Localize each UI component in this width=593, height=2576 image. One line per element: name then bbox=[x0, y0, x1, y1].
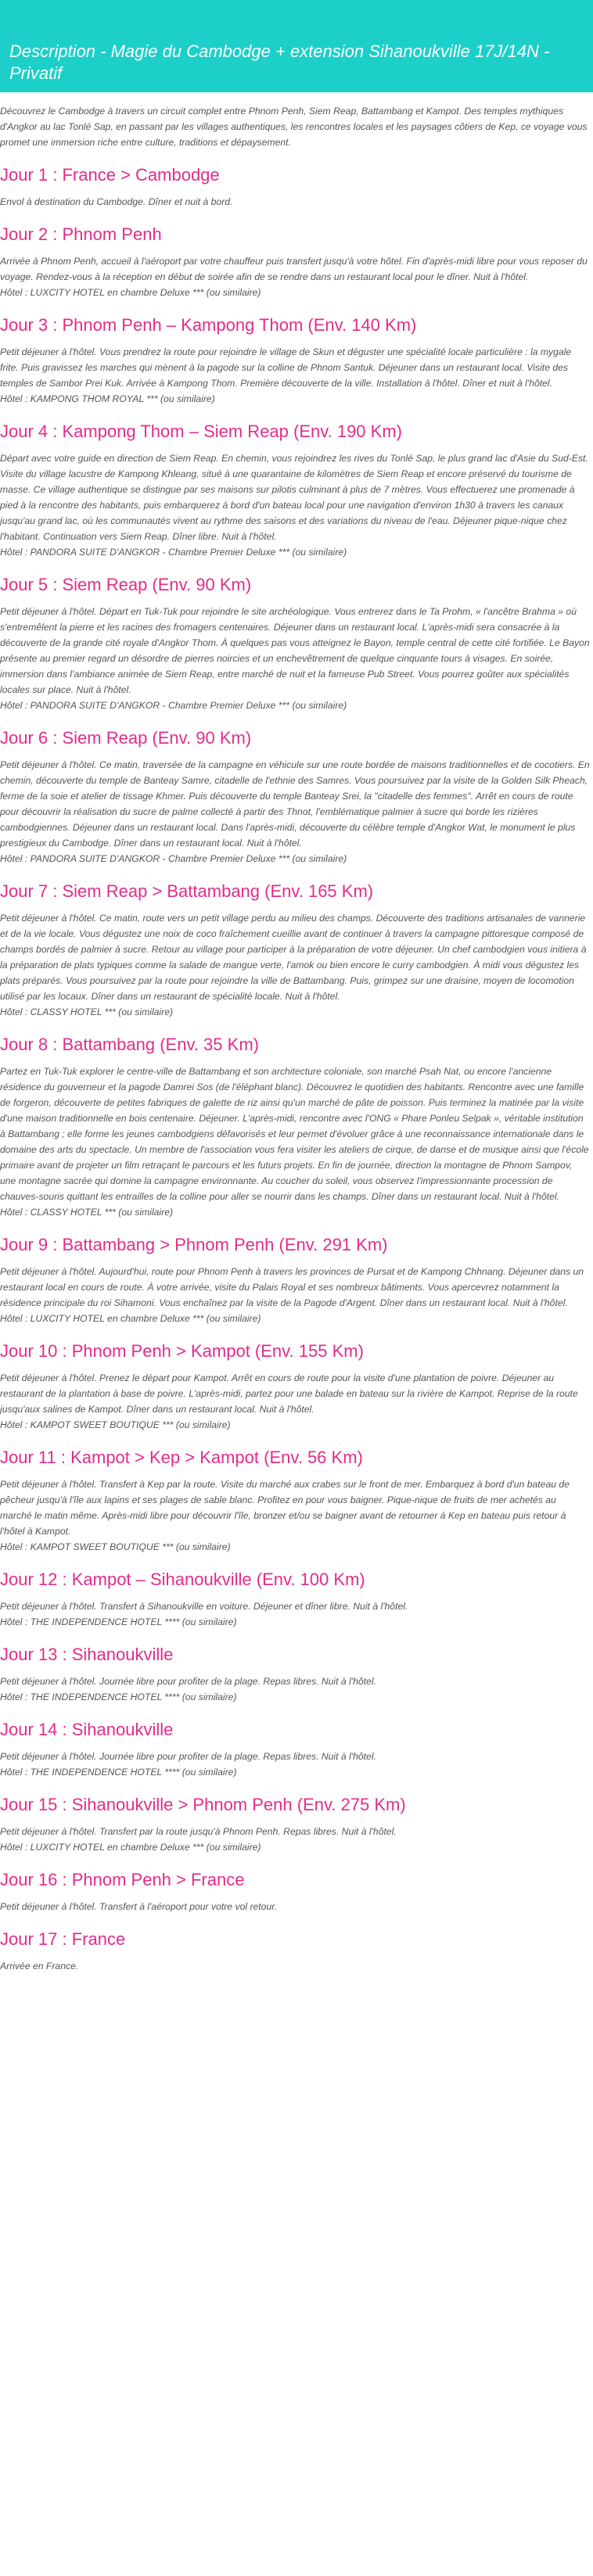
day-hotel: Hôtel : THE INDEPENDENCE HOTEL **** (ou similaire) bbox=[0, 1692, 237, 1702]
day-description: Petit déjeuner à l'hôtel. Prenez le départ pour Kampot. Arrêt en cours de route pour la visite d'une plantation de poivre. Déjeuner au restaurant de la plantation à base de poivre. L'après-midi, partez pour une balade en bateau sur la rivière de Kampot. Reprise de la route jusqu'aux salines de Kampot. Dîner dans un restaurant local. Nuit à l'hôtel. bbox=[0, 1372, 578, 1415]
day-title: Jour 6 : Siem Reap (Env. 90 Km) bbox=[0, 728, 252, 748]
day-section-17 bbox=[0, 1928, 593, 1974]
day-hotel: Hôtel : KAMPONG THOM ROYAL *** (ou similaire) bbox=[0, 393, 215, 404]
day-description: Petit déjeuner à l'hôtel. Transfert à l'aéroport pour votre vol retour. bbox=[0, 1901, 278, 1912]
day-hotel: Hôtel : LUXCITY HOTEL en chambre Deluxe *** (ou similaire) bbox=[0, 1842, 261, 1853]
day-section-6 bbox=[0, 727, 593, 866]
day-section-9 bbox=[0, 1234, 593, 1326]
day-title: Jour 3 : Phnom Penh – Kampong Thom (Env. 140 Km) bbox=[0, 315, 417, 335]
day-description: Petit déjeuner à l'hôtel. Ce matin, route vers un petit village perdu au milieu des champs. Découverte des traditions artisanales de vannerie et de la vie locale. Vous dégustez une noix de coco fraîchement cueillie avant de continuer à travers la campagne pittoresque composé de champs bordés de palmier à sucre. Retour au village pour participer à la préparation de votre déjeuner. Un chef cambodgien vous initiera à la préparation de plats typiques comme la salade de mangue verte, l'amok ou bien encore le curry cambodgien. À midi vous dégustez les plats préparés. Vous poursuivez par la route pour rejoindre la ville de Battambang. Puis, grimpez sur une draisine, moyen de locomotion utilisé par les locaux. Dîner dans un restaurant de spécialité locale. Nuit à l'hôtel. bbox=[0, 913, 587, 1002]
day-section-2 bbox=[0, 224, 593, 300]
day-title: Jour 16 : Phnom Penh > France bbox=[0, 1870, 245, 1889]
day-description: Envol à destination du Cambodge. Dîner et nuit à bord. bbox=[0, 196, 233, 207]
day-hotel: Hôtel : THE INDEPENDENCE HOTEL **** (ou similaire) bbox=[0, 1767, 237, 1778]
itinerary-days bbox=[0, 164, 593, 1974]
day-description: Petit déjeuner à l'hôtel. Transfert par la route jusqu'à Phnom Penh. Repas libres. Nuit à l'hôtel. bbox=[0, 1826, 397, 1837]
day-section-4 bbox=[0, 421, 593, 560]
day-title: Jour 15 : Sihanoukville > Phnom Penh (Env. 275 Km) bbox=[0, 1795, 406, 1814]
day-hotel: Hôtel : KAMPOT SWEET BOUTIQUE *** (ou similaire) bbox=[0, 1419, 231, 1430]
day-title: Jour 11 : Kampot > Kep > Kampot (Env. 56 Km) bbox=[0, 1448, 363, 1467]
day-description: Petit déjeuner à l'hôtel. Départ en Tuk-Tuk pour rejoindre le site archéologique. Vous entrerez dans le Ta Prohm, « l'ancêtre Brahma » où s'entremêlent la pierre et les racines des fromagers centenaires. Déjeuner dans un restaurant local. L'après-midi sera consacrée à la découverte de la grande cité royale d'Angkor Thom. À quelques pas vous atteignez le Bayon, temple central de cette cité fortifiée. Le Bayon présente au premier regard un désordre de pierres noircies et un enchevêtrement de quelque cinquante tours à visages. En soirée, immersion dans l'ambiance animée de Siem Reap, entre marché de nuit et la fameuse Pub Street. Vous pourrez goûter aux spécialités locales sur place. Nuit à l'hôtel. bbox=[0, 606, 590, 695]
day-hotel: Hôtel : CLASSY HOTEL *** (ou similaire) bbox=[0, 1006, 174, 1017]
day-description: Départ avec votre guide en direction de Siem Reap. En chemin, vous rejoindrez les rives du Tonlé Sap, le plus grand lac d'Asie du Sud-Est. Visite du village lacustre de Kampong Khleang, situé à une quarantaine de kilomètres de Siem Reap et encore préservé du tourisme de masse. Ce village authentique se distingue par ses maisons sur pilotis culminant à plus de 7 mètres. Vous effectuerez une promenade à pied à la rencontre des habitants, puis embarquerez à bord d'un bateau local pour une navigation d'environ 1h30 à travers les canaux jusqu'au grand lac, où les communautés vivent au rythme des saisons et des variations du niveau de l'eau. Déjeuner pique-nique chez l'habitant. Continuation vers Siem Reap. Dîner libre. Nuit à l'hôtel. bbox=[0, 453, 588, 542]
day-title: Jour 12 : Kampot – Sihanoukville (Env. 100 Km) bbox=[0, 1570, 365, 1589]
day-description: Petit déjeuner à l'hôtel. Transfert à Sihanoukville en voiture. Déjeuner et dîner libre. Nuit à l'hôtel. bbox=[0, 1601, 408, 1612]
day-description: Petit déjeuner à l'hôtel. Journée libre pour profiter de la plage. Repas libres. Nuit à l'hôtel. bbox=[0, 1751, 376, 1762]
day-hotel: Hôtel : LUXCITY HOTEL en chambre Deluxe *** (ou similaire) bbox=[0, 287, 261, 298]
day-title: Jour 13 : Sihanoukville bbox=[0, 1645, 174, 1664]
day-hotel: Hôtel : PANDORA SUITE D'ANGKOR - Chambre Premier Deluxe *** (ou similaire) bbox=[0, 700, 347, 711]
day-title: Jour 14 : Sihanoukville bbox=[0, 1720, 174, 1739]
day-hotel: Hôtel : CLASSY HOTEL *** (ou similaire) bbox=[0, 1207, 174, 1218]
day-section-8 bbox=[0, 1034, 593, 1220]
day-hotel: Hôtel : PANDORA SUITE D'ANGKOR - Chambre Premier Deluxe *** (ou similaire) bbox=[0, 547, 347, 558]
day-title: Jour 2 : Phnom Penh bbox=[0, 224, 162, 244]
day-title: Jour 17 : France bbox=[0, 1929, 126, 1949]
day-title: Jour 8 : Battambang (Env. 35 Km) bbox=[0, 1035, 259, 1054]
day-title: Jour 1 : France > Cambodge bbox=[0, 165, 220, 185]
day-title: Jour 10 : Phnom Penh > Kampot (Env. 155 Km) bbox=[0, 1341, 364, 1361]
day-title: Jour 7 : Siem Reap > Battambang (Env. 165 Km) bbox=[0, 881, 374, 901]
page-title: Description - Magie du Cambodge + extension Sihanoukville 17J/14N - Privatif bbox=[0, 0, 593, 92]
day-hotel: Hôtel : KAMPOT SWEET BOUTIQUE *** (ou similaire) bbox=[0, 1541, 231, 1552]
day-description: Arrivée à Phnom Penh, accueil à l'aéroport par votre chauffeur puis transfert jusqu'à votre hôtel. Fin d'après-midi libre pour vous reposer du voyage. Rendez-vous à la réception en début de soirée afin de se rendre dans un restaurant local pour le dîner. Nuit à l'hôtel. bbox=[0, 256, 588, 282]
day-description: Petit déjeuner à l'hôtel. Journée libre pour profiter de la plage. Repas libres. Nuit à l'hôtel. bbox=[0, 1676, 376, 1687]
day-section-3 bbox=[0, 314, 593, 407]
day-description: Petit déjeuner à l'hôtel. Ce matin, traversée de la campagne en véhicule sur une route bordée de maisons traditionnelles et de cocotiers. En chemin, découverte du temple de Banteay Samre, citadelle de l'ethnie des Samres. Vous poursuivez par la visite de la Golden Silk Pheach, ferme de la soie et atelier de tissage Khmer. Puis découverte du temple Banteay Srei, la "citadelle des femmes". Arrêt en cours de route pour découvrir la réalisation du sucre de palme collecté à partir des Thnot, l'emblématique palmier à sucre qui borde les rizières cambodgiennes. Déjeuner dans un restaurant local. Dans l'après-midi, découverte du célèbre temple d'Angkor Wat, le monument le plus prestigieux du Cambodge. Dîner dans un restaurant local. Nuit à l'hôtel. bbox=[0, 759, 590, 849]
day-hotel: Hôtel : PANDORA SUITE D'ANGKOR - Chambre Premier Deluxe *** (ou similaire) bbox=[0, 853, 347, 864]
day-description: Petit déjeuner à l'hôtel. Transfert à Kep par la route. Visite du marché aux crabes sur le front de mer. Embarquez à bord d'un bateau de pêcheur jusqu'à l'île aux lapins et ses plages de sable blanc. Profitez en pour vous baigner. Pique-nique de fruits de mer achetés au marché le matin même. Après-midi libre pour découvrir l'île, bronzer et/ou se baigner avant de retourner à Kep en bateau puis retour à l'hôtel à Kampot. bbox=[0, 1479, 570, 1537]
day-section-1 bbox=[0, 164, 593, 210]
day-section-14 bbox=[0, 1719, 593, 1780]
day-hotel: Hôtel : LUXCITY HOTEL en chambre Deluxe *** (ou similaire) bbox=[0, 1313, 261, 1324]
day-hotel: Hôtel : THE INDEPENDENCE HOTEL **** (ou similaire) bbox=[0, 1616, 237, 1627]
day-section-7 bbox=[0, 881, 593, 1020]
day-description: Partez en Tuk-Tuk explorer le centre-ville de Battambang et son architecture coloniale, son marché Psah Nat, ou encore l'ancienne résidence du gouverneur et la pagode Damrei Sos (de l'éléphant blanc). Découvrez le quotidien des habitants. Rencontre avec une famille de forgeron, découverte de petites fabriques de galette de riz ainsi qu'un marché de pâte de poisson. Puis terminez la matinée par la visite d'une maison traditionnelle en bois centenaire. Déjeuner. L'après-midi, rencontre avec l'ONG « Phare Ponleu Selpak », véritable institution à Battambang ; elle forme les jeunes cambodgiens défavorisés et leur permet d'évoluer grâce à une reconnaissance internationale dans le domaine des arts du spectacle. Un membre de l'association vous fera visiter les ateliers de cirque, de danse et de musique ainsi que l'école primaire avant de projeter un film retraçant le parcours et les futurs projets. En fin de journée, direction la montagne de Phnom Sampov, une montagne sacrée qui domine la campagne environnante. Au coucher du soleil, vous observez l'impressionnante procession de chauves-souris quittant les entrailles de la colline pour aller se nourrir dans les champs. Dîner dans un restaurant local. Nuit à l'hôtel. bbox=[0, 1066, 589, 1202]
intro-paragraph: Découvrez le Cambodge à travers un circuit complet entre Phnom Penh, Siem Reap, Battambang et Kampot. Des temples mythiques d'Angkor au lac Tonlé Sap, en passant par les villages authentiques, les rencontres locales et les paysages côtiers de Kep, ce voyage vous promet une immersion riche entre culture, traditions et dépaysement. bbox=[0, 106, 588, 148]
day-description: Petit déjeuner à l'hôtel. Vous prendrez la route pour rejoindre le village de Skun et déguster une spécialité locale particulière : la mygale frite. Puis gravissez les marches qui mènent à la pagode sur la colline de Phnom Santuk. Déjeuner dans un restaurant local. Visite des temples de Sambor Prei Kuk. Arrivée à Kampong Thom. Première découverte de la ville. Installation à l'hôtel. Dîner et nuit à l'hôtel. bbox=[0, 346, 572, 389]
day-description: Arrivée en France. bbox=[0, 1961, 79, 1971]
day-title: Jour 9 : Battambang > Phnom Penh (Env. 291 Km) bbox=[0, 1235, 388, 1254]
day-section-15 bbox=[0, 1794, 593, 1855]
day-section-10 bbox=[0, 1340, 593, 1433]
day-section-5 bbox=[0, 574, 593, 713]
day-section-13 bbox=[0, 1644, 593, 1705]
day-title: Jour 5 : Siem Reap (Env. 90 Km) bbox=[0, 575, 252, 594]
day-description: Petit déjeuner à l'hôtel. Aujourd'hui, route pour Phnom Penh à travers les provinces de Pursat et de Kampong Chhnang. Déjeuner dans un restaurant local en cours de route. À votre arrivée, visite du Palais Royal et ses nombreux bâtiments. Vous apercevrez notamment la résidence principale du roi Sihamoni. Vous enchaînez par la visite de la Pagode d'Argent. Dîner dans un restaurant local. Nuit à l'hôtel. bbox=[0, 1266, 584, 1308]
day-section-12 bbox=[0, 1569, 593, 1630]
day-section-11 bbox=[0, 1447, 593, 1555]
day-section-16 bbox=[0, 1869, 593, 1914]
day-title: Jour 4 : Kampong Thom – Siem Reap (Env. 190 Km) bbox=[0, 422, 402, 441]
